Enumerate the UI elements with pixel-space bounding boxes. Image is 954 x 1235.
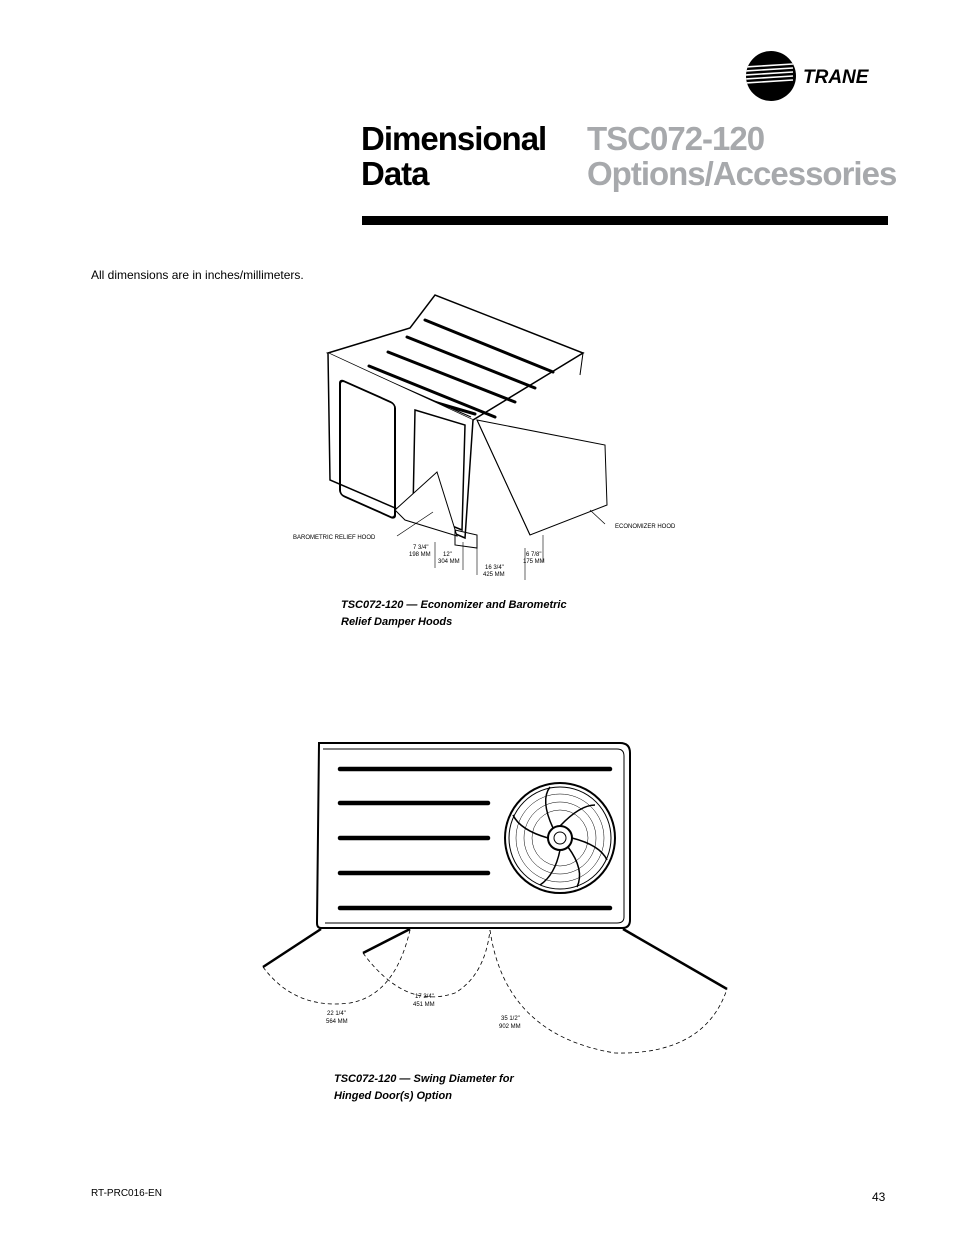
document-id: RT-PRC016-EN bbox=[91, 1188, 162, 1199]
section-title-text: Dimensional Data bbox=[361, 120, 547, 192]
fig1-dim1-mm: 198 MM bbox=[409, 552, 431, 558]
fig2-dim3-mm: 902 MM bbox=[499, 1024, 521, 1030]
fig2-dim1-in: 22 1/4" bbox=[327, 1011, 346, 1017]
fig2-dim3-in: 35 1/2" bbox=[501, 1016, 520, 1022]
fig2-dim2-in: 17 3/4" bbox=[415, 994, 434, 1000]
figure1-caption-line2: Relief Damper Hoods bbox=[341, 616, 453, 628]
units-note: All dimensions are in inches/millimeters. bbox=[91, 268, 304, 282]
figure2-caption-line2: Hinged Door(s) Option bbox=[334, 1090, 452, 1102]
logo-text: TRANE bbox=[803, 67, 869, 88]
section-subtitle bbox=[587, 121, 897, 191]
fig1-dim2-in: 12" bbox=[443, 552, 452, 558]
figure-swing-diameter bbox=[255, 735, 735, 1060]
section-title bbox=[361, 121, 561, 191]
fig1-dim1-in: 7 3/4" bbox=[413, 545, 429, 551]
figure1-caption-line1: TSC072-120 — Economizer and Barometric bbox=[341, 599, 567, 611]
fig2-dim2-mm: 451 MM bbox=[413, 1002, 435, 1008]
figure2-caption bbox=[334, 1071, 554, 1105]
fig2-dim1-mm: 564 MM bbox=[326, 1019, 348, 1025]
trane-logo bbox=[745, 50, 895, 102]
section-subtitle-text: TSC072-120 Options/Accessories bbox=[587, 120, 897, 192]
figure1-caption bbox=[341, 597, 601, 631]
fig1-label-economizer: ECONOMIZER HOOD bbox=[615, 524, 676, 530]
fig1-dim2-mm: 304 MM bbox=[438, 559, 460, 565]
page-number: 43 bbox=[872, 1190, 886, 1204]
fig1-dim3-in: 16 3/4" bbox=[485, 565, 504, 571]
figure2-caption-line1: TSC072-120 — Swing Diameter for bbox=[334, 1073, 514, 1085]
fig1-label-barometric: BAROMETRIC RELIEF HOOD bbox=[293, 535, 376, 541]
header-rule bbox=[362, 216, 888, 225]
fig1-dim3-mm: 425 MM bbox=[483, 572, 505, 578]
fig1-dim4-mm: 175 MM bbox=[523, 559, 545, 565]
figure-economizer-hoods bbox=[285, 290, 745, 585]
fig1-dim4-in: 6 7/8" bbox=[526, 552, 542, 558]
